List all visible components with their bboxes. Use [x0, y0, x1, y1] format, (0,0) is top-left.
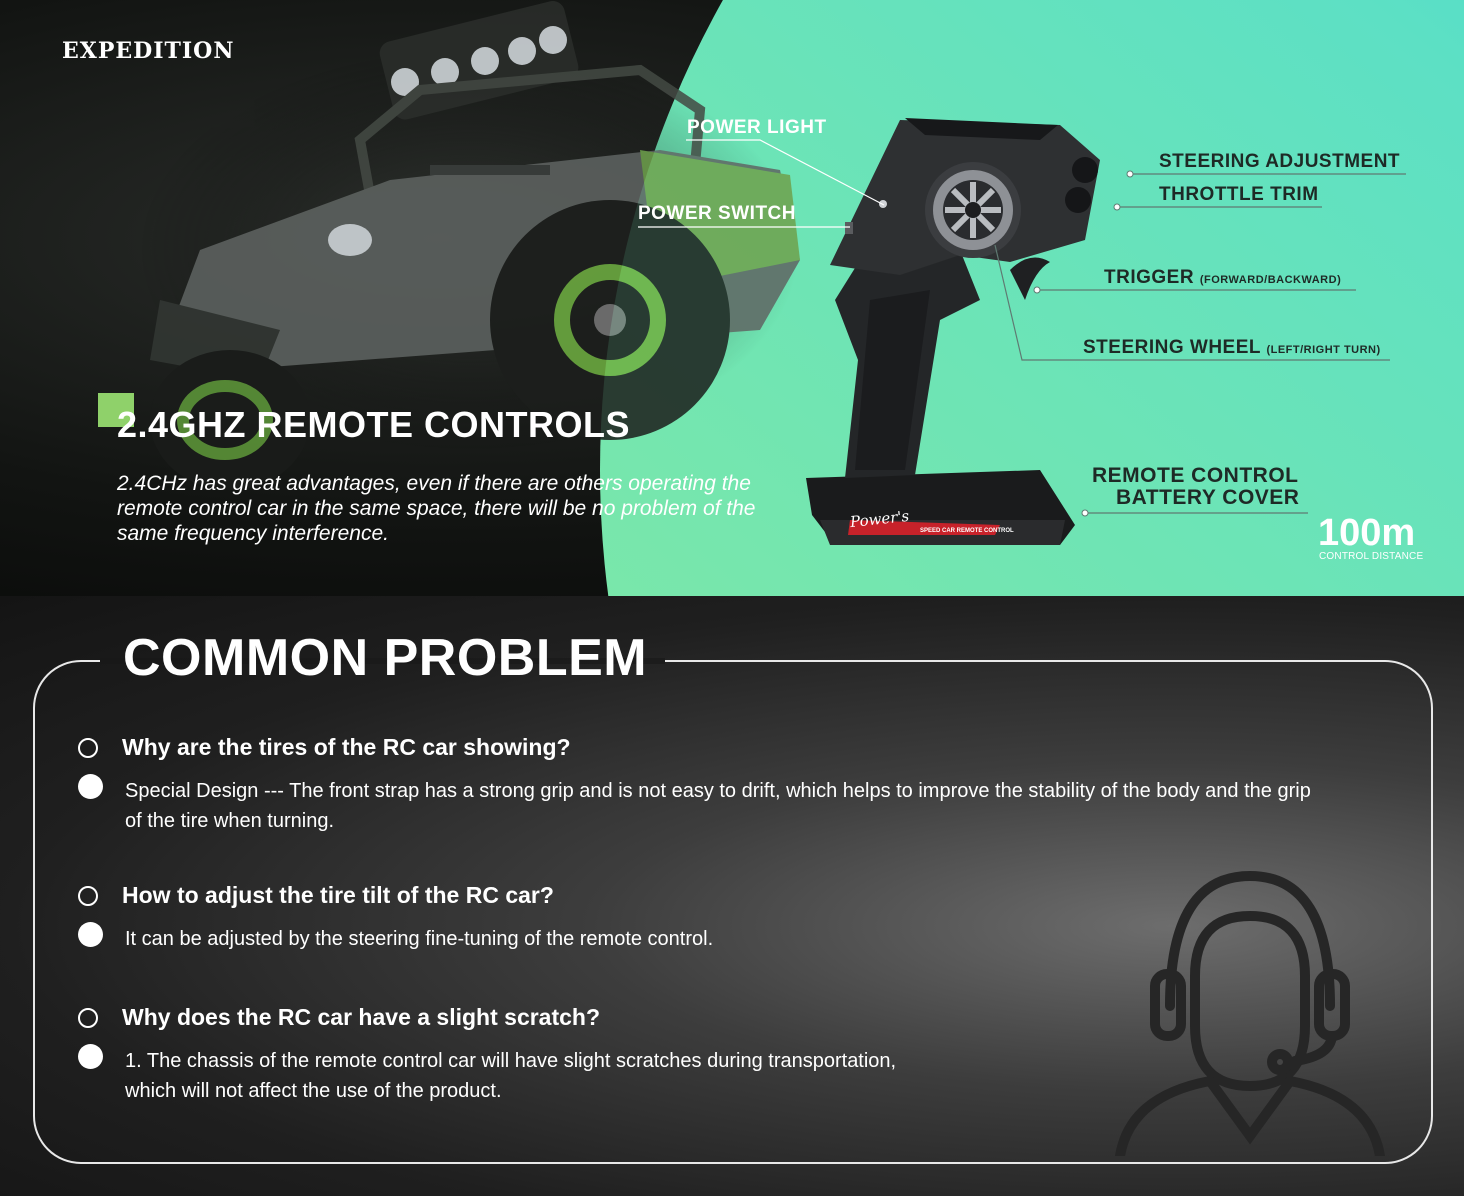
common-problem-section — [0, 596, 1464, 1196]
faq-question-2 — [78, 882, 554, 909]
remote-controls-banner — [0, 0, 1464, 596]
faq-answer-3-line1: 1. The chassis of the remote control car will have slight scratches during transportation, — [125, 1050, 897, 1072]
control-distance-label: CONTROL DISTANCE — [1319, 551, 1424, 562]
banner-description: 2.4CHz has great advantages, even if there are others operating the remote control car in the same space, there will be no problem of the same frequency interference. — [117, 472, 756, 545]
faq-answer-2 — [78, 924, 713, 954]
label-steering-adjustment: STEERING ADJUSTMENT — [1159, 151, 1401, 172]
faq-title: COMMON PROBLEM — [123, 629, 648, 687]
faq-answer-2-text: It can be adjusted by the steering fine-tuning of the remote control. — [125, 928, 714, 950]
faq-question-2-text: How to adjust the tire tilt of the RC car? — [122, 882, 554, 908]
label-trigger-text: TRIGGER — [1104, 267, 1195, 288]
answer-dot-icon — [78, 1044, 103, 1069]
label-power-switch: POWER SWITCH — [638, 203, 796, 224]
label-steering-wheel-note: (LEFT/RIGHT TURN) — [1266, 344, 1381, 356]
brand-logo: EXPEDITION — [62, 38, 235, 64]
answer-dot-icon — [78, 922, 103, 947]
faq-answer-1 — [78, 776, 1325, 836]
label-battery-cover-line2: BATTERY COVER — [1116, 486, 1300, 509]
remote-brand-script: Power's — [849, 506, 911, 532]
faq-answer-3 — [78, 1046, 896, 1106]
answer-dot-icon — [78, 774, 103, 799]
banner-headline: 2.4GHZ REMOTE CONTROLS — [117, 404, 631, 445]
question-circle-icon — [78, 1008, 98, 1028]
faq-answer-1-text: Special Design --- The front strap has a strong grip and is not easy to drift, which helps to improve the stability of the body and the grip of the tire when turning. — [125, 780, 1311, 832]
label-steering-wheel — [1083, 337, 1381, 359]
label-trigger-note: (FORWARD/BACKWARD) — [1199, 274, 1342, 286]
question-circle-icon — [78, 886, 98, 906]
faq-question-3 — [78, 1004, 600, 1031]
remote-brand-subtext: SPEED CAR REMOTE CONTROL — [920, 528, 1014, 534]
control-distance-value: 100m — [1318, 512, 1416, 554]
faq-question-1 — [78, 734, 571, 761]
label-power-light: POWER LIGHT — [687, 117, 827, 138]
label-steering-wheel-text: STEERING WHEEL — [1083, 337, 1261, 358]
faq-answer-3-text — [125, 1046, 896, 1106]
label-trigger — [1104, 267, 1341, 289]
question-circle-icon — [78, 738, 98, 758]
faq-answer-3-line2: which will not affect the use of the product. — [125, 1080, 502, 1102]
label-battery-cover-line1: REMOTE CONTROL — [1092, 464, 1299, 487]
faq-question-1-text: Why are the tires of the RC car showing? — [122, 734, 571, 760]
faq-question-3-text: Why does the RC car have a slight scratch? — [122, 1004, 601, 1030]
support-agent-icon — [1100, 856, 1400, 1156]
label-throttle-trim: THROTTLE TRIM — [1159, 184, 1319, 205]
